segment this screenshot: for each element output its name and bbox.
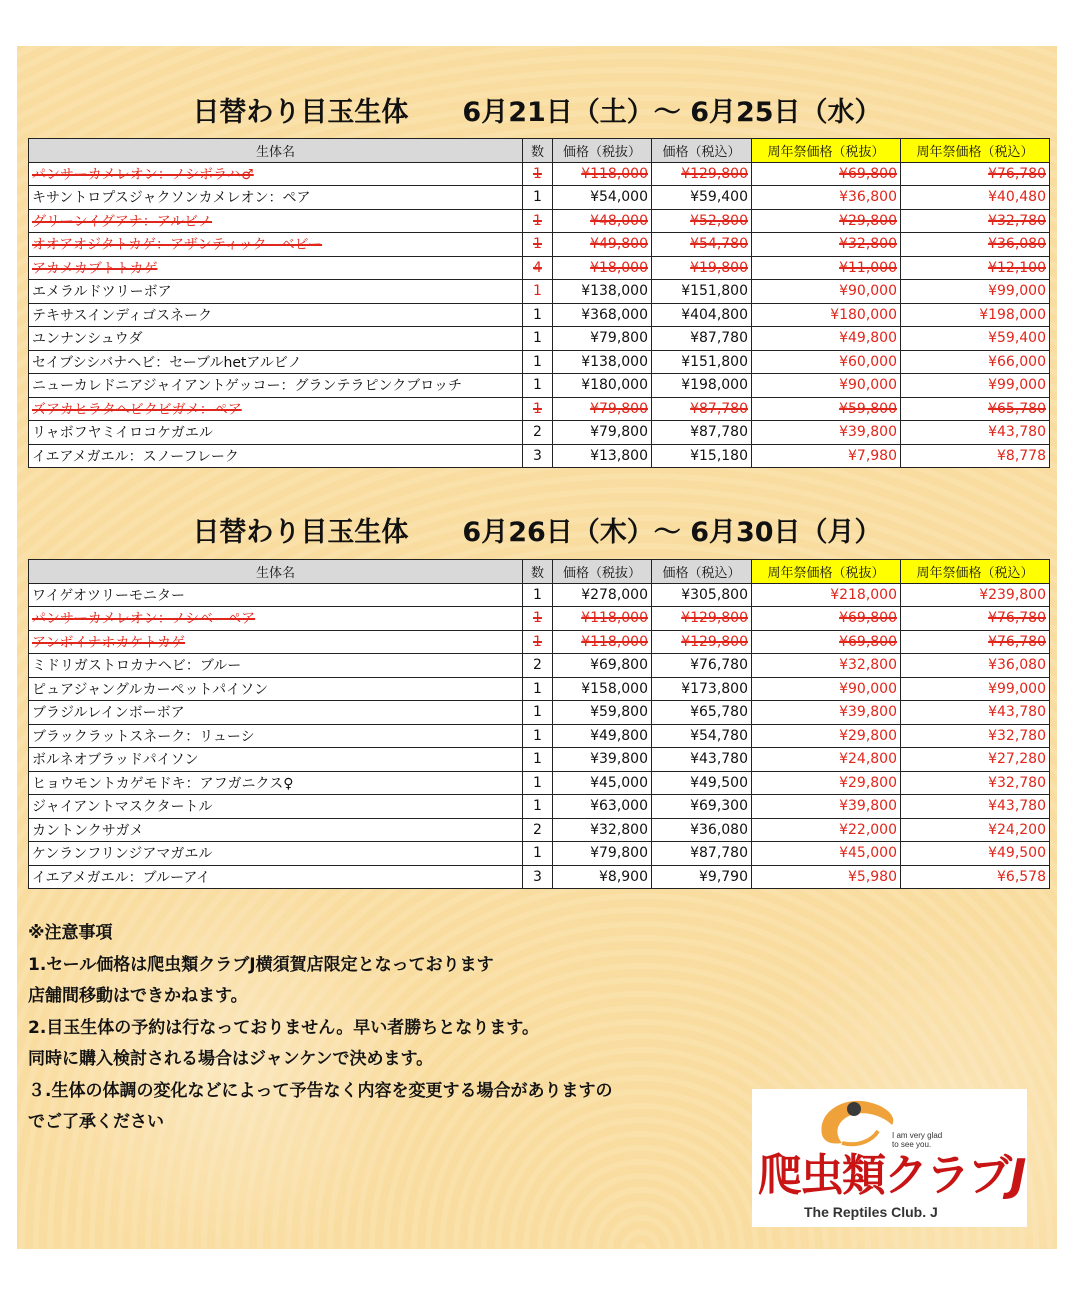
sale-incl-cell: ¥43,780 xyxy=(901,701,1050,725)
item-name-cell: ヒョウモントカゲモドキ：アフガニクス♀ xyxy=(29,771,523,795)
qty-cell: 1 xyxy=(523,607,553,631)
table-row xyxy=(29,842,1050,866)
price-incl-cell: ¥65,780 xyxy=(652,701,752,725)
price-incl-cell: ¥76,780 xyxy=(652,654,752,678)
sale-excl-cell: ¥69,800 xyxy=(752,607,901,631)
table-row xyxy=(29,350,1050,374)
logo-jp-name: 爬虫類クラブ xyxy=(758,1150,1010,1201)
sale-incl-cell: ¥12,100 xyxy=(901,256,1050,280)
table-row xyxy=(29,280,1050,304)
price-incl-cell: ¥87,780 xyxy=(652,421,752,445)
price-incl-cell: ¥15,180 xyxy=(652,444,752,468)
section1-title: 日替わり目玉生体 6月21日（土）～ 6月25日（水） xyxy=(192,97,882,128)
table-row xyxy=(29,397,1050,421)
item-name-cell: ブラジルレインボーボア xyxy=(29,701,523,725)
sale-incl-cell: ¥43,780 xyxy=(901,795,1050,819)
table-row xyxy=(29,162,1050,186)
item-name-cell: ワイゲオツリーモニター xyxy=(29,583,523,607)
sale-excl-cell: ¥49,800 xyxy=(752,327,901,351)
sale-incl-cell: ¥27,280 xyxy=(901,748,1050,772)
table-row xyxy=(29,630,1050,654)
note-line: 同時に購入検討される場合はジャンケンで決めます。 xyxy=(28,1049,434,1069)
price-incl-cell: ¥87,780 xyxy=(652,842,752,866)
qty-cell: 1 xyxy=(523,350,553,374)
price-excl-cell: ¥278,000 xyxy=(553,583,652,607)
sale-incl-cell: ¥99,000 xyxy=(901,677,1050,701)
sale-incl-cell: ¥66,000 xyxy=(901,350,1050,374)
sale-incl-cell: ¥76,780 xyxy=(901,607,1050,631)
sale-excl-cell: ¥59,800 xyxy=(752,397,901,421)
qty-cell: 1 xyxy=(523,795,553,819)
price-incl-cell: ¥9,790 xyxy=(652,865,752,889)
logo-japanese-text xyxy=(758,1139,1024,1203)
table-row xyxy=(29,795,1050,819)
qty-cell: 1 xyxy=(523,677,553,701)
qty-cell: 1 xyxy=(523,162,553,186)
table-header-row xyxy=(29,560,1050,584)
table-row xyxy=(29,303,1050,327)
item-name-cell: パンサーカメレオン：ノシベ ペア xyxy=(29,607,523,631)
item-name-cell: キサントロプスジャクソンカメレオン：ペア xyxy=(29,186,523,210)
sale-excl-cell: ¥24,800 xyxy=(752,748,901,772)
table-row xyxy=(29,865,1050,889)
sale-excl-cell: ¥90,000 xyxy=(752,677,901,701)
col-header-sale-incl: 周年祭価格（税込） xyxy=(901,560,1050,584)
notes-block xyxy=(28,918,728,1139)
sale-incl-cell: ¥76,780 xyxy=(901,162,1050,186)
col-header-name: 生体名 xyxy=(29,560,523,584)
item-name-cell: ブラックラットスネーク：リューシ xyxy=(29,724,523,748)
sale-incl-cell: ¥198,000 xyxy=(901,303,1050,327)
item-name-cell: ミドリガストロカナヘビ：ブルー xyxy=(29,654,523,678)
logo-english-text: The Reptiles Club. J xyxy=(804,1204,938,1220)
item-name-cell: ズアカヒラタヘビクビガメ：ペア xyxy=(29,397,523,421)
qty-cell: 1 xyxy=(523,397,553,421)
sale-incl-cell: ¥36,080 xyxy=(901,233,1050,257)
price-excl-cell: ¥49,800 xyxy=(553,233,652,257)
price-incl-cell: ¥54,780 xyxy=(652,724,752,748)
col-header-sale-incl: 周年祭価格（税込） xyxy=(901,139,1050,163)
price-excl-cell: ¥45,000 xyxy=(553,771,652,795)
sale-incl-cell: ¥43,780 xyxy=(901,421,1050,445)
note-line: でご了承ください xyxy=(28,1112,164,1132)
sale-excl-cell: ¥39,800 xyxy=(752,795,901,819)
store-logo xyxy=(752,1089,1027,1227)
price-incl-cell: ¥151,800 xyxy=(652,280,752,304)
item-name-cell: ジャイアントマスクタートル xyxy=(29,795,523,819)
price-excl-cell: ¥18,000 xyxy=(553,256,652,280)
qty-cell: 4 xyxy=(523,256,553,280)
sale-incl-cell: ¥99,000 xyxy=(901,280,1050,304)
qty-cell: 1 xyxy=(523,280,553,304)
price-excl-cell: ¥138,000 xyxy=(553,350,652,374)
qty-cell: 1 xyxy=(523,842,553,866)
notes-heading: ※注意事項 xyxy=(28,923,113,943)
sale-incl-cell: ¥49,500 xyxy=(901,842,1050,866)
item-name-cell: セイブシシバナヘビ：セーブルhetアルビノ xyxy=(29,350,523,374)
table-row xyxy=(29,818,1050,842)
price-incl-cell: ¥59,400 xyxy=(652,186,752,210)
price-incl-cell: ¥19,800 xyxy=(652,256,752,280)
item-name-cell: アンボイナホカケトカゲ xyxy=(29,630,523,654)
price-excl-cell: ¥79,800 xyxy=(553,842,652,866)
item-name-cell: ピュアジャングルカーペットパイソン xyxy=(29,677,523,701)
qty-cell: 3 xyxy=(523,444,553,468)
table-row xyxy=(29,444,1050,468)
table-row xyxy=(29,374,1050,398)
logo-tagline-2: to see you. xyxy=(892,1140,932,1149)
price-excl-cell: ¥118,000 xyxy=(553,162,652,186)
table-row xyxy=(29,771,1050,795)
qty-cell: 1 xyxy=(523,701,553,725)
sale-excl-cell: ¥90,000 xyxy=(752,374,901,398)
sale-incl-cell: ¥76,780 xyxy=(901,630,1050,654)
price-excl-cell: ¥118,000 xyxy=(553,630,652,654)
table-row xyxy=(29,233,1050,257)
price-incl-cell: ¥43,780 xyxy=(652,748,752,772)
sale-excl-cell: ¥69,800 xyxy=(752,162,901,186)
sale-excl-cell: ¥32,800 xyxy=(752,233,901,257)
sale-excl-cell: ¥45,000 xyxy=(752,842,901,866)
qty-cell: 1 xyxy=(523,748,553,772)
note-line: 2.目玉生体の予約は行なっておりません。早い者勝ちとなります。 xyxy=(28,1017,539,1038)
price-incl-cell: ¥36,080 xyxy=(652,818,752,842)
sale-excl-cell: ¥7,980 xyxy=(752,444,901,468)
item-name-cell: イエアメガエル：スノーフレーク xyxy=(29,444,523,468)
qty-cell: 1 xyxy=(523,583,553,607)
sale-excl-cell: ¥90,000 xyxy=(752,280,901,304)
price-incl-cell: ¥87,780 xyxy=(652,397,752,421)
item-name-cell: パンサーカメレオン：ノシボラハ♂ xyxy=(29,162,523,186)
sale-incl-cell: ¥24,200 xyxy=(901,818,1050,842)
sale-excl-cell: ¥60,000 xyxy=(752,350,901,374)
table-row xyxy=(29,607,1050,631)
section2-title: 日替わり目玉生体 6月26日（木）～ 6月30日（月） xyxy=(192,517,882,548)
item-name-cell: オオアオジタトカゲ：アザンティック ベビー xyxy=(29,233,523,257)
qty-cell: 1 xyxy=(523,186,553,210)
price-excl-cell: ¥49,800 xyxy=(553,724,652,748)
sale-excl-cell: ¥39,800 xyxy=(752,421,901,445)
col-header-price-excl: 価格（税抜） xyxy=(553,139,652,163)
qty-cell: 1 xyxy=(523,630,553,654)
sale-incl-cell: ¥8,778 xyxy=(901,444,1050,468)
price-excl-cell: ¥158,000 xyxy=(553,677,652,701)
sale-incl-cell: ¥32,780 xyxy=(901,209,1050,233)
sale-incl-cell: ¥40,480 xyxy=(901,186,1050,210)
item-name-cell: ユンナンシュウダ xyxy=(29,327,523,351)
sale-excl-cell: ¥180,000 xyxy=(752,303,901,327)
table-row xyxy=(29,327,1050,351)
qty-cell: 3 xyxy=(523,865,553,889)
table-row xyxy=(29,186,1050,210)
sale-incl-cell: ¥32,780 xyxy=(901,724,1050,748)
sale-excl-cell: ¥5,980 xyxy=(752,865,901,889)
qty-cell: 1 xyxy=(523,374,553,398)
price-incl-cell: ¥129,800 xyxy=(652,630,752,654)
price-incl-cell: ¥69,300 xyxy=(652,795,752,819)
sale-excl-cell: ¥29,800 xyxy=(752,771,901,795)
price-incl-cell: ¥49,500 xyxy=(652,771,752,795)
table-row xyxy=(29,724,1050,748)
price-excl-cell: ¥59,800 xyxy=(553,701,652,725)
table-row xyxy=(29,421,1050,445)
price-excl-cell: ¥13,800 xyxy=(553,444,652,468)
price-excl-cell: ¥79,800 xyxy=(553,397,652,421)
logo-jp-suffix: J xyxy=(1010,1150,1025,1201)
item-name-cell: グリーンイグアナ：アルビノ xyxy=(29,209,523,233)
sale-excl-cell: ¥29,800 xyxy=(752,209,901,233)
col-header-qty: 数 xyxy=(523,560,553,584)
sale-incl-cell: ¥239,800 xyxy=(901,583,1050,607)
qty-cell: 1 xyxy=(523,771,553,795)
price-excl-cell: ¥118,000 xyxy=(553,607,652,631)
sale-incl-cell: ¥59,400 xyxy=(901,327,1050,351)
sale-incl-cell: ¥32,780 xyxy=(901,771,1050,795)
sale-excl-cell: ¥22,000 xyxy=(752,818,901,842)
price-excl-cell: ¥54,000 xyxy=(553,186,652,210)
table-header-row xyxy=(29,139,1050,163)
price-excl-cell: ¥32,800 xyxy=(553,818,652,842)
sale-excl-cell: ¥29,800 xyxy=(752,724,901,748)
sale-excl-cell: ¥11,000 xyxy=(752,256,901,280)
col-header-sale-excl: 周年祭価格（税抜） xyxy=(752,139,901,163)
sale-incl-cell: ¥6,578 xyxy=(901,865,1050,889)
qty-cell: 1 xyxy=(523,303,553,327)
sale-excl-cell: ¥39,800 xyxy=(752,701,901,725)
qty-cell: 2 xyxy=(523,818,553,842)
item-name-cell: カントンクサガメ xyxy=(29,818,523,842)
qty-cell: 2 xyxy=(523,654,553,678)
price-incl-cell: ¥305,800 xyxy=(652,583,752,607)
table-row xyxy=(29,256,1050,280)
note-line: 1.セール価格は爬虫類クラブJ横須賀店限定となっております xyxy=(28,954,494,975)
item-name-cell: アカメカブトトカゲ xyxy=(29,256,523,280)
sale-incl-cell: ¥65,780 xyxy=(901,397,1050,421)
sale-incl-cell: ¥99,000 xyxy=(901,374,1050,398)
table-row xyxy=(29,748,1050,772)
price-incl-cell: ¥129,800 xyxy=(652,162,752,186)
table-row xyxy=(29,677,1050,701)
qty-cell: 1 xyxy=(523,327,553,351)
price-excl-cell: ¥79,800 xyxy=(553,327,652,351)
sale-incl-cell: ¥36,080 xyxy=(901,654,1050,678)
item-name-cell: テキサスインディゴスネーク xyxy=(29,303,523,327)
price-incl-cell: ¥404,800 xyxy=(652,303,752,327)
price-excl-cell: ¥48,000 xyxy=(553,209,652,233)
price-excl-cell: ¥8,900 xyxy=(553,865,652,889)
table-row xyxy=(29,583,1050,607)
qty-cell: 1 xyxy=(523,233,553,257)
col-header-sale-excl: 周年祭価格（税抜） xyxy=(752,560,901,584)
table-row xyxy=(29,209,1050,233)
item-name-cell: イエアメガエル：ブルーアイ xyxy=(29,865,523,889)
sale-table-2 xyxy=(28,559,1050,889)
sale-poster xyxy=(17,46,1057,1249)
item-name-cell: リャボフヤミイロコケガエル xyxy=(29,421,523,445)
price-excl-cell: ¥180,000 xyxy=(553,374,652,398)
sale-excl-cell: ¥32,800 xyxy=(752,654,901,678)
price-incl-cell: ¥87,780 xyxy=(652,327,752,351)
col-header-qty: 数 xyxy=(523,139,553,163)
col-header-price-excl: 価格（税抜） xyxy=(553,560,652,584)
qty-cell: 1 xyxy=(523,209,553,233)
item-name-cell: エメラルドツリーボア xyxy=(29,280,523,304)
col-header-price-incl: 価格（税込） xyxy=(652,560,752,584)
price-excl-cell: ¥368,000 xyxy=(553,303,652,327)
price-incl-cell: ¥151,800 xyxy=(652,350,752,374)
table-row xyxy=(29,701,1050,725)
price-incl-cell: ¥129,800 xyxy=(652,607,752,631)
qty-cell: 1 xyxy=(523,724,553,748)
note-line: ３.生体の体調の変化などによって予告なく内容を変更する場合がありますの xyxy=(28,1080,613,1101)
item-name-cell: ケンランフリンジアマガエル xyxy=(29,842,523,866)
sale-excl-cell: ¥218,000 xyxy=(752,583,901,607)
price-excl-cell: ¥69,800 xyxy=(553,654,652,678)
qty-cell: 2 xyxy=(523,421,553,445)
logo-tagline-1: I am very glad xyxy=(892,1131,943,1140)
sale-table-1 xyxy=(28,138,1050,468)
sale-excl-cell: ¥69,800 xyxy=(752,630,901,654)
note-line: 店舗間移動はできかねます。 xyxy=(28,986,248,1006)
table-row xyxy=(29,654,1050,678)
price-excl-cell: ¥138,000 xyxy=(553,280,652,304)
col-header-name: 生体名 xyxy=(29,139,523,163)
price-excl-cell: ¥79,800 xyxy=(553,421,652,445)
price-excl-cell: ¥63,000 xyxy=(553,795,652,819)
sale-excl-cell: ¥36,800 xyxy=(752,186,901,210)
price-excl-cell: ¥39,800 xyxy=(553,748,652,772)
col-header-price-incl: 価格（税込） xyxy=(652,139,752,163)
price-incl-cell: ¥52,800 xyxy=(652,209,752,233)
price-incl-cell: ¥198,000 xyxy=(652,374,752,398)
price-incl-cell: ¥173,800 xyxy=(652,677,752,701)
price-incl-cell: ¥54,780 xyxy=(652,233,752,257)
item-name-cell: ボルネオブラッドパイソン xyxy=(29,748,523,772)
item-name-cell: ニューカレドニアジャイアントゲッコー：グランテラピンクブロッチ xyxy=(29,374,523,398)
